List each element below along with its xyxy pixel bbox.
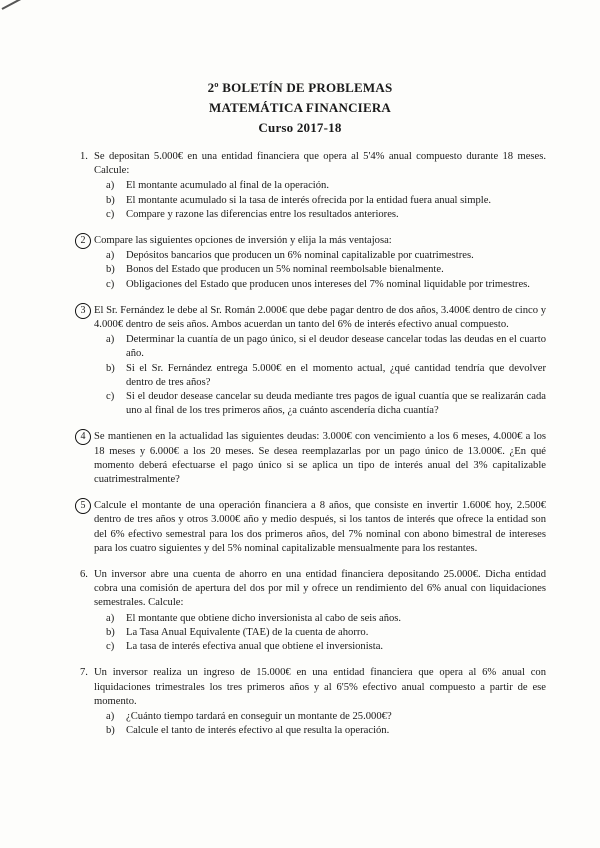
sub-question-label: b) — [106, 626, 115, 638]
sub-question — [94, 194, 546, 208]
scan-mark — [2, 0, 28, 10]
sub-question-label: c) — [106, 391, 115, 403]
sub-question-label: b) — [106, 362, 115, 374]
sub-question-label: a) — [106, 612, 115, 624]
sub-question-text: Determinar la cuantía de un pago único, si el deudor desease cancelar todas las deudas en el cuarto año. — [126, 334, 546, 360]
sub-question-list — [94, 249, 546, 292]
header-course: Curso 2017-18 — [258, 120, 342, 135]
sub-question-label: c) — [106, 641, 115, 653]
sub-question-list — [94, 710, 546, 738]
problem-number: 7. — [80, 667, 88, 679]
sub-question-label: a) — [106, 710, 115, 722]
header-title: 2º BOLETÍN DE PROBLEMAS — [207, 80, 393, 95]
sub-question-label: b) — [106, 264, 115, 276]
sub-question-text: Si el deudor desease cancelar su deuda mediante tres pagos de igual cuantía que se realizarán cada uno al final de los tres primeros años, ¿a cuánto ascendería dicha cuantía? — [126, 391, 546, 417]
sub-question — [94, 640, 546, 654]
problem-4 — [80, 430, 546, 487]
sub-question — [94, 390, 546, 418]
sub-question-text: La Tasa Anual Equivalente (TAE) de la cuenta de ahorro. — [126, 626, 369, 638]
sub-question-list — [94, 179, 546, 222]
sub-question-label: a) — [106, 180, 115, 192]
problem-3 — [80, 304, 546, 419]
problem-2 — [80, 234, 546, 292]
sub-question-label: a) — [106, 334, 115, 346]
sub-question-label: c) — [106, 278, 115, 290]
problem-6 — [80, 568, 546, 654]
problem-number: 2 — [75, 233, 91, 249]
problem-number: 3 — [75, 303, 91, 319]
sub-question — [94, 710, 546, 724]
problem-statement: Un inversor abre una cuenta de ahorro en una entidad financiera depositando 25.000€. Dicha entidad cobra una comisión de apertura del dos por mil y ofrece un rendimiento del 6% anual con liquidaciones semestrales. Calcule: — [94, 569, 546, 609]
sub-question-text: Compare y razone las diferencias entre los resultados anteriores. — [126, 208, 399, 220]
sub-question-text: Bonos del Estado que producen un 5% nominal reembolsable bienalmente. — [126, 264, 444, 276]
sub-question — [94, 333, 546, 361]
sub-question — [94, 179, 546, 193]
problem-number: 1. — [80, 151, 88, 162]
sub-question-list — [94, 612, 546, 655]
sub-question — [94, 208, 546, 222]
problem-statement: Se mantienen en la actualidad las siguientes deudas: 3.000€ con vencimiento a los 6 meses, 4.000€ a los 18 meses y 6.000€ a los 20 meses. Se desea reemplazarlas por un pago único de 13.000€. ¿En qué momento deberá efectuarse el pago único si se aplica un tipo de interés anual del 3% capitalizable cuatrimestralmente? — [94, 431, 546, 486]
problem-number: 5 — [75, 498, 91, 514]
sub-question-text: El montante acumulado si la tasa de interés ofrecida por la entidad fuera anual simple. — [126, 194, 492, 206]
sub-question-list — [94, 333, 546, 418]
problem-7 — [80, 666, 546, 738]
sub-question — [94, 249, 546, 263]
sub-question-label: c) — [106, 208, 115, 220]
problem-statement: Calcule el montante de una operación financiera a 8 años, que consiste en invertir 1.600€ hoy, 2.500€ dentro de tres años y otros 3.000€ año y medio después, si los tantos de interés que ofrece la entidad son del 6% efectivo semestral para los dos primeros años, del 7% nominal con abono bimestral de intereses para los cuatro siguientes y del 5% nominal capitalizable mensualmente para los restantes. — [94, 500, 546, 554]
problem-number: 4 — [75, 429, 91, 445]
sub-question-label: b) — [106, 194, 115, 206]
sub-question — [94, 612, 546, 626]
sub-question — [94, 626, 546, 640]
sub-question-text: Obligaciones del Estado que producen unos intereses del 7% nominal liquidable por trimestres. — [126, 278, 530, 290]
problem-number: 6. — [80, 569, 88, 581]
sub-question-text: El montante que obtiene dicho inversionista al cabo de seis años. — [126, 612, 402, 624]
sub-question-text: La tasa de interés efectiva anual que obtiene el inversionista. — [126, 641, 384, 653]
problem-statement: Compare las siguientes opciones de inversión y elija la más ventajosa: — [94, 235, 392, 247]
sub-question-label: b) — [106, 725, 115, 737]
problem-statement: Un inversor realiza un ingreso de 15.000€ en una entidad financiera que opera al 6% anual con liquidaciones trimestrales los tres primeros años y al 6'5% efectivo anual compuesto a partir de ese momento. — [94, 667, 546, 707]
sub-question-text: ¿Cuánto tiempo tardará en conseguir un montante de 25.000€? — [126, 710, 392, 722]
document-header — [0, 78, 600, 138]
problem-statement: El Sr. Fernández le debe al Sr. Román 2.000€ que debe pagar dentro de dos años, 3.400€ dentro de cinco y 4.000€ dentro de seis años. Ambos acuerdan un tanto del 6% de interés efectivo anual compuesto. — [94, 304, 546, 331]
sub-question-label: a) — [106, 250, 115, 262]
sub-question — [94, 362, 546, 390]
sub-question-text: Si el Sr. Fernández entrega 5.000€ en el momento actual, ¿qué cantidad tendría que devolver dentro de tres años? — [126, 362, 546, 388]
sub-question — [94, 724, 546, 738]
sub-question — [94, 263, 546, 277]
problem-1 — [80, 150, 546, 222]
problem-5 — [80, 499, 546, 556]
problem-list — [80, 150, 546, 750]
sub-question-text: Depósitos bancarios que producen un 6% nominal capitalizable por cuatrimestres. — [126, 250, 474, 262]
sub-question — [94, 278, 546, 292]
problem-statement: Se depositan 5.000€ en una entidad financiera que opera al 5'4% anual compuesto durante 18 meses. Calcule: — [94, 151, 546, 177]
sub-question-text: El montante acumulado al final de la operación. — [126, 180, 329, 192]
header-subject: MATEMÁTICA FINANCIERA — [209, 100, 391, 115]
sub-question-text: Calcule el tanto de interés efectivo al que resulta la operación. — [126, 725, 390, 737]
